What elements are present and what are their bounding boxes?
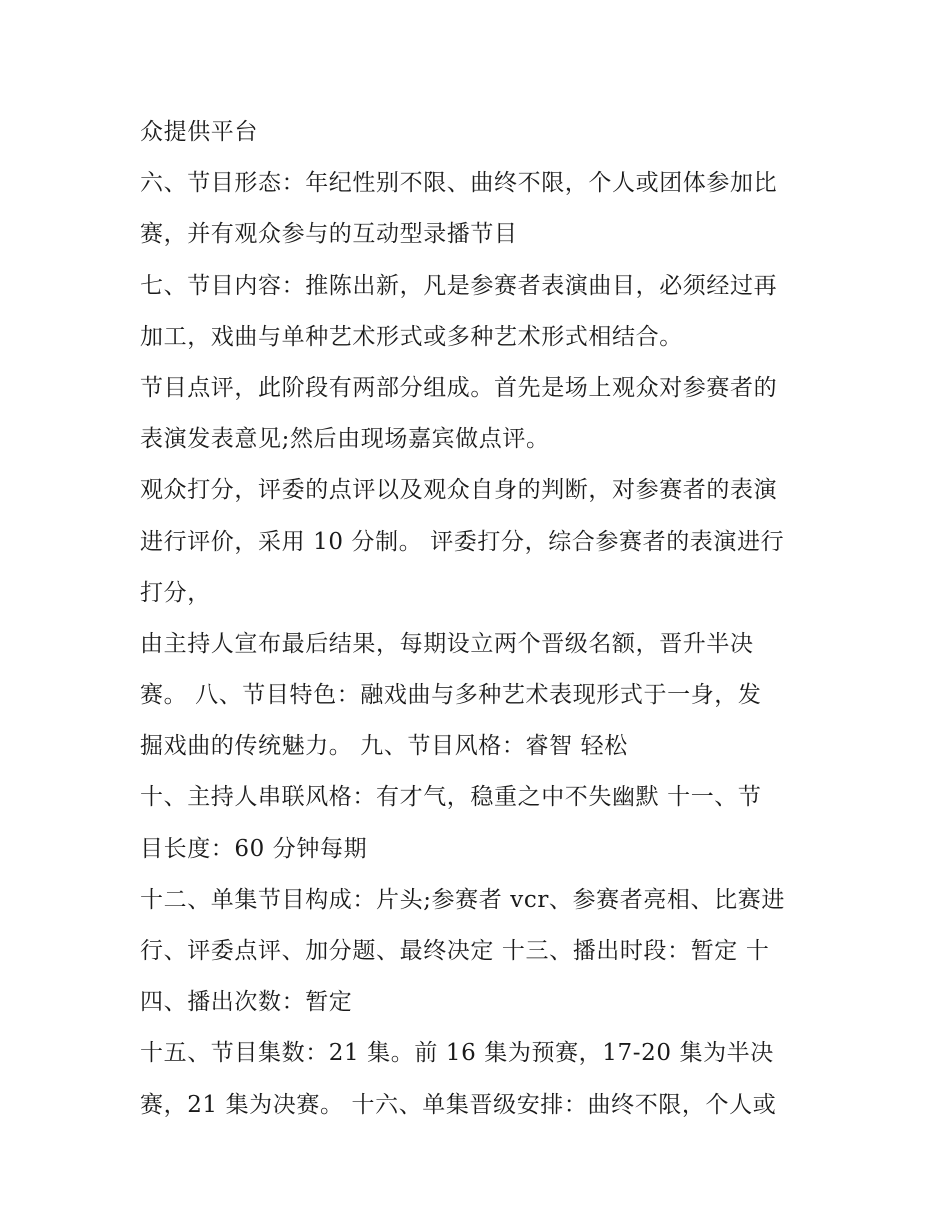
text-line: 赛，并有观众参与的互动型录播节目 [140,221,518,248]
text-line: 行、评委点评、加分题、最终决定 十三、播出时段：暂定 十 [140,938,770,964]
text-line: 赛，21 集为决赛。 十六、单集晋级安排：曲终不限，个人或 [140,1091,777,1118]
text-line: 掘戏曲的传统魅力。 九、节目风格：睿智 轻松 [140,733,628,760]
text-line: 六、节目形态：年纪性别不限、曲终不限，个人或团体参加比 [140,170,778,197]
text-line: 七、节目内容：推陈出新，凡是参赛者表演曲目，必须经过再 [140,272,778,299]
text-line: 观众打分，评委的点评以及观众自身的判断，对参赛者的表演 [140,477,778,504]
document-body [140,107,820,1131]
text-line: 目长度：60 分钟每期 [140,835,368,862]
text-line: 由主持人宣布最后结果，每期设立两个晋级名额，晋升半决 [140,630,754,657]
text-line: 十二、单集节目构成：片头;参赛者 vcr、参赛者亮相、比赛进 [140,886,785,913]
text-line: 进行评价，采用 10 分制。 评委打分，综合参赛者的表演进行 [140,528,785,555]
text-line: 十五、节目集数：21 集。前 16 集为预赛，17-20 集为半决 [140,1040,774,1067]
text-line: 众提供平台 [140,119,258,145]
text-line: 加工，戏曲与单种艺术形式或多种艺术形式相结合。 [140,323,683,350]
text-line: 节目点评，此阶段有两部分组成。首先是场上观众对参赛者的 [140,374,778,401]
text-line: 打分， [140,579,211,606]
text-line: 表演发表意见;然后由现场嘉宾做点评。 [140,426,550,453]
text-line: 四、播出次数：暂定 [140,989,353,1016]
text-line: 十、主持人串联风格：有才气，稳重之中不失幽默 十一、节 [140,784,762,811]
text-line: 赛。 八、节目特色：融戏曲与多种艺术表现形式于一身，发 [140,682,762,709]
